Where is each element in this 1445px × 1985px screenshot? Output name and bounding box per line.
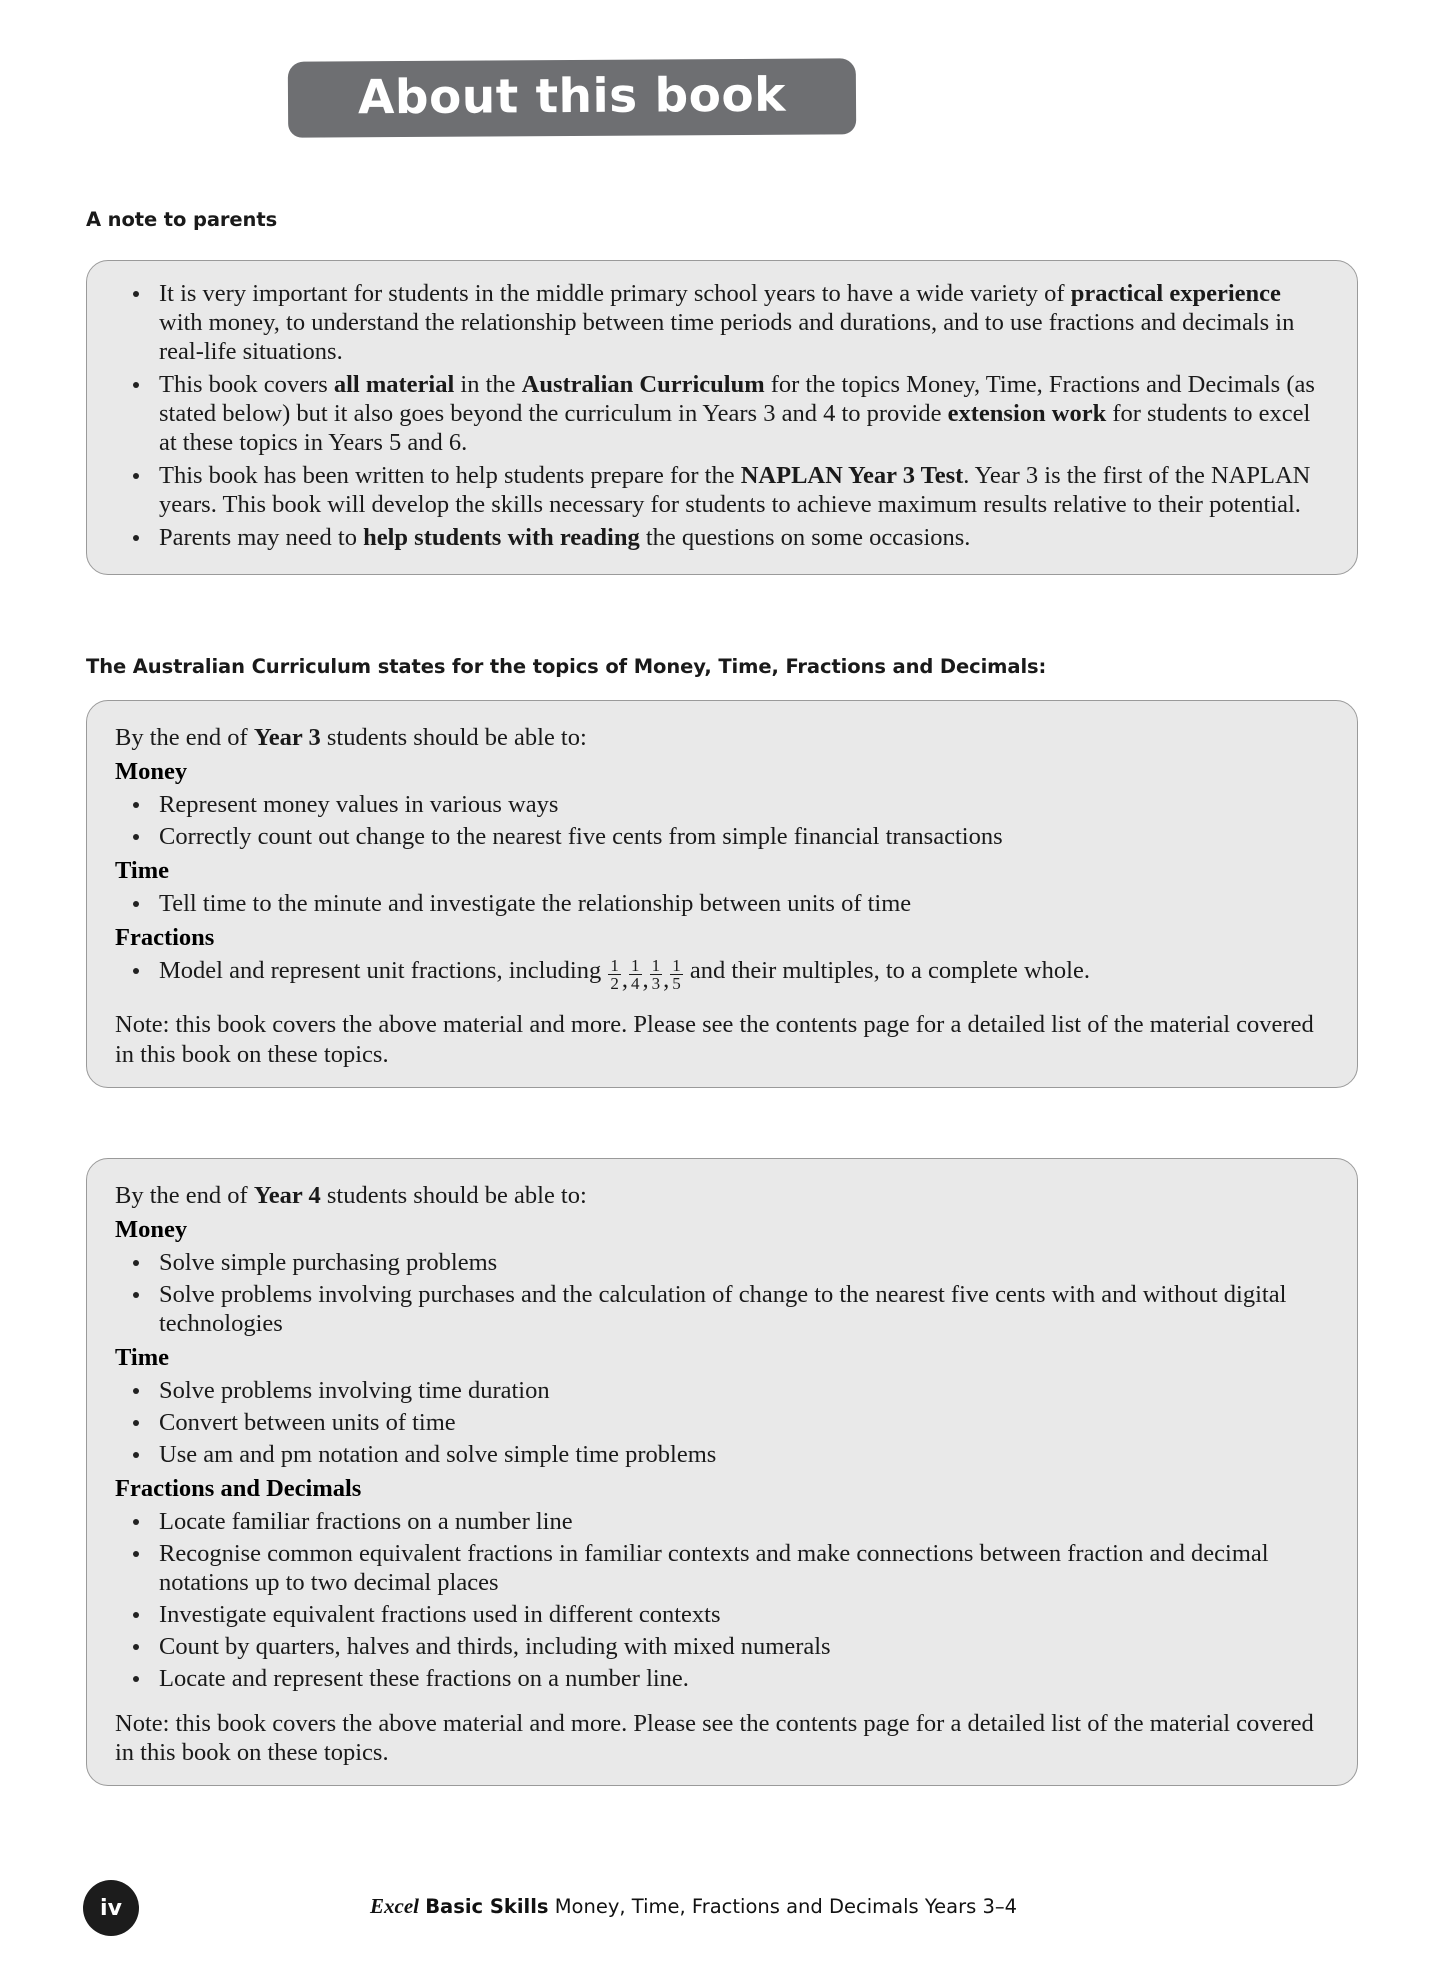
bullet-list <box>115 889 1327 918</box>
footer-brand-basic-skills: Basic Skills <box>425 1895 549 1918</box>
year3-note: Note: this book covers the above material and more. Please see the contents page for a detailed list of the material covered in this book on these topics. <box>115 1011 1314 1068</box>
fraction-1-4 <box>629 957 642 993</box>
body-text: with money, to understand the relationship between time periods and durations, and to use fractions and decimals in real-life situations. <box>159 309 1295 366</box>
list-item-fractions <box>115 956 1327 995</box>
list-item <box>115 370 1327 457</box>
year4-groups <box>115 1214 1327 1693</box>
fraction-denominator: 4 <box>631 974 640 994</box>
body-text: . Year 3 is the first of the NAPLAN years. This book will develop the skills necessary for students to achieve maximum results relative to their potential. <box>159 462 1311 519</box>
emphasis-text: NAPLAN Year 3 Test <box>740 462 964 490</box>
year3-groups <box>115 756 1327 994</box>
emphasis-text: practical experience <box>1070 280 1281 307</box>
list-item: Locate and represent these fractions on a number line. <box>115 1664 1327 1693</box>
footer-brand-excel: Excel <box>370 1894 419 1918</box>
list-item: Correctly count out change to the nearest five cents from simple financial transactions <box>115 822 1327 851</box>
fraction-numerator: 1 <box>631 955 640 975</box>
page-header-banner <box>288 58 856 137</box>
body-text: for students to excel at these topics in Years 5 and 6. <box>159 400 1311 457</box>
parents-bullet-list <box>115 279 1327 552</box>
body-text: Parents may need to <box>159 524 364 552</box>
list-item <box>115 461 1327 519</box>
group-subheading: Fractions and Decimals <box>115 1474 362 1502</box>
list-item <box>115 279 1327 366</box>
fraction-separator: , <box>621 966 628 994</box>
emphasis-text: Australian Curriculum <box>521 371 765 399</box>
fraction-numerator: 1 <box>651 955 661 975</box>
bullet-list <box>115 956 1327 995</box>
list-item: Solve simple purchasing problems <box>115 1248 1327 1277</box>
group-subheading: Money <box>115 1216 188 1244</box>
list-item: Solve problems involving time duration <box>115 1376 1327 1405</box>
list-item: Tell time to the minute and investigate the relationship between units of time <box>115 889 1327 918</box>
body-text: It is very important for students in the middle primary school years to have a wide variety of <box>159 280 1071 307</box>
body-text: This book has been written to help students prepare for the <box>159 462 741 490</box>
emphasis-text: help students with reading <box>363 524 640 552</box>
emphasis-text: extension work <box>947 400 1107 428</box>
fraction-numerator: 1 <box>610 955 619 975</box>
list-item: Convert between units of time <box>115 1408 1327 1437</box>
footer-title-rest: Money, Time, Fractions and Decimals Years 3–4 <box>554 1895 1018 1918</box>
fraction-denominator: 2 <box>610 974 619 994</box>
group-subheading: Fractions <box>115 923 215 951</box>
list-item <box>115 523 1327 552</box>
body-text: Model and represent unit fractions, including <box>159 956 608 984</box>
bullet-list <box>115 1248 1327 1338</box>
year3-intro-prefix: By the end of <box>115 724 254 751</box>
body-text: and their multiples, to a complete whole. <box>683 956 1090 984</box>
fraction-denominator: 3 <box>651 974 661 994</box>
year3-intro-bold: Year 3 <box>253 724 321 751</box>
group-subheading: Time <box>115 1343 169 1371</box>
fraction-1-5 <box>670 957 683 993</box>
list-item: Recognise common equivalent fractions in familiar contexts and make connections between fraction and decimal notations up to two decimal places <box>115 1539 1327 1597</box>
body-text: the questions on some occasions. <box>639 524 971 552</box>
year4-curriculum-box <box>86 1158 1358 1786</box>
page-number-badge: iv <box>83 1880 139 1936</box>
year4-note: Note: this book covers the above material and more. Please see the contents page for a detailed list of the material covered in this book on these topics. <box>115 1709 1314 1766</box>
group-subheading: Money <box>115 758 188 786</box>
year4-intro-bold: Year 4 <box>253 1182 321 1209</box>
section-heading-curriculum: The Australian Curriculum states for the topics of Money, Time, Fractions and Decimals: <box>86 655 1047 678</box>
list-item: Locate familiar fractions on a number line <box>115 1507 1327 1536</box>
list-item: Count by quarters, halves and thirds, including with mixed numerals <box>115 1632 1327 1661</box>
page-footer <box>0 1872 1445 1952</box>
list-item: Represent money values in various ways <box>115 790 1327 819</box>
page-title: About this book <box>357 67 787 126</box>
body-text: for the topics Money, Time, Fractions and Decimals (as stated below) but it also goes beyond the curriculum in Years 3 and 4 to provide <box>159 371 1315 428</box>
fraction-numerator: 1 <box>672 955 681 975</box>
list-item: Investigate equivalent fractions used in different contexts <box>115 1600 1327 1629</box>
year4-intro-prefix: By the end of <box>115 1182 254 1209</box>
note-to-parents-box <box>86 260 1358 575</box>
fraction-separator: , <box>663 966 670 994</box>
fraction-separator: , <box>642 966 649 994</box>
group-subheading: Time <box>115 856 169 884</box>
fraction-group <box>607 955 683 995</box>
year4-intro-suffix: students should be able to: <box>320 1182 587 1209</box>
bullet-list <box>115 790 1327 851</box>
body-text: This book covers <box>159 371 334 399</box>
fraction-denominator: 5 <box>672 974 681 994</box>
bullet-list <box>115 1376 1327 1469</box>
year3-intro <box>115 723 1327 752</box>
year4-intro <box>115 1181 1327 1210</box>
list-item: Solve problems involving purchases and the calculation of change to the nearest five cents with and without digital technologies <box>115 1280 1327 1338</box>
year3-curriculum-box <box>86 700 1358 1088</box>
year3-intro-suffix: students should be able to: <box>320 724 587 751</box>
fraction-1-3 <box>650 957 663 993</box>
fraction-1-2 <box>608 957 621 993</box>
bullet-list <box>115 1507 1327 1693</box>
section-heading-parents: A note to parents <box>86 208 278 231</box>
list-item: Use am and pm notation and solve simple time problems <box>115 1440 1327 1469</box>
body-text: in the <box>454 371 522 399</box>
footer-title <box>370 1894 1017 1919</box>
emphasis-text: all material <box>333 371 455 399</box>
